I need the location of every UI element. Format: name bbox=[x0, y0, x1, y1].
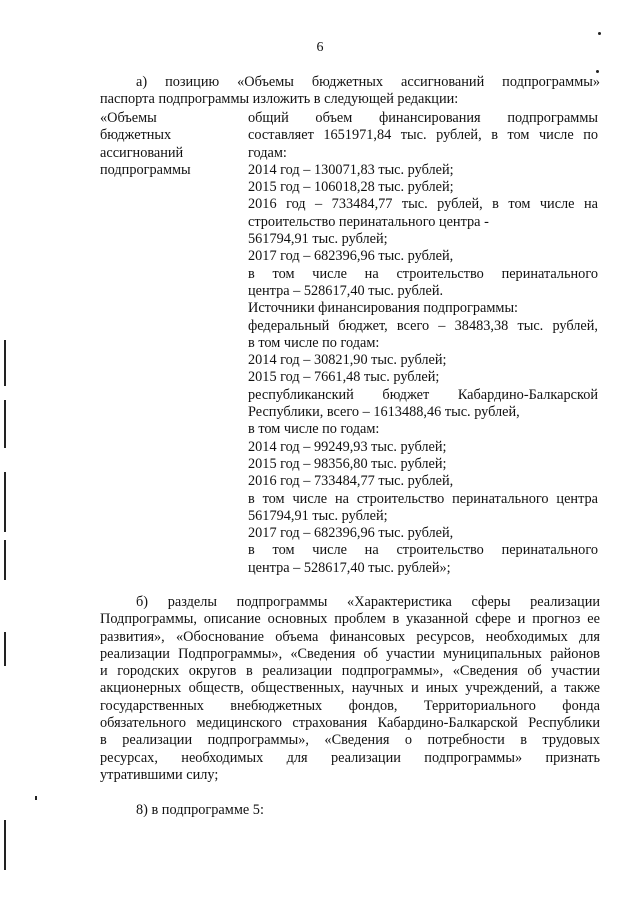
paragraph-line: акционерных обществ, общественных, научных и иных учреждений, а также bbox=[100, 680, 600, 697]
scan-margin-mark bbox=[4, 540, 6, 580]
page-number: 6 bbox=[316, 40, 324, 55]
value-line: общий объем финансирования подпрограммы bbox=[248, 110, 598, 126]
value-line: Источники финансирования подпрограммы: bbox=[248, 300, 519, 317]
passport-value-column bbox=[248, 110, 598, 577]
value-line: республиканский бюджет Кабардино-Балкарской bbox=[248, 386, 598, 403]
intro-line-1: а) позицию «Объемы бюджетных ассигнований подпрограммы» bbox=[136, 74, 600, 90]
value-line: 2014 год – 99249,93 тыс. рублей; bbox=[248, 438, 447, 455]
value-line: в том числе по годам: bbox=[248, 421, 380, 438]
intro-line-2: паспорта подпрограммы изложить в следующей редакции: bbox=[100, 91, 459, 107]
value-line: составляет 1651971,84 тыс. рублей, в том числе по bbox=[248, 127, 598, 144]
value-line: 2014 год – 130071,83 тыс. рублей; bbox=[248, 161, 454, 178]
paragraph-line: и городских округов в реализации подпрограммы», «Сведения об участии bbox=[100, 663, 600, 680]
scan-margin-mark bbox=[4, 400, 6, 448]
paragraph-line: обязательного медицинского страхования Кабардино-Балкарской Республики bbox=[100, 715, 600, 732]
value-line: 2017 год – 682396,96 тыс. рублей, bbox=[248, 248, 454, 265]
paragraph-line: ресурсах, необходимых для реализации подпрограммы» признать bbox=[100, 749, 600, 766]
value-line: 2016 год – 733484,77 тыс. рублей, bbox=[248, 473, 454, 490]
value-line: центра – 528617,40 тыс. рублей. bbox=[248, 282, 444, 299]
label-line: бюджетных bbox=[100, 127, 172, 144]
scan-margin-mark bbox=[4, 472, 6, 532]
scan-margin-mark bbox=[4, 340, 6, 386]
value-line: 2017 год – 682396,96 тыс. рублей, bbox=[248, 525, 454, 542]
value-line: федеральный бюджет, всего – 38483,38 тыс. рублей, bbox=[248, 317, 598, 334]
scan-speck bbox=[596, 70, 599, 73]
scan-margin-mark bbox=[4, 820, 6, 870]
value-line: 561794,91 тыс. рублей; bbox=[248, 231, 388, 248]
paragraph-8: 8) в подпрограмме 5: bbox=[136, 802, 264, 818]
label-line: подпрограммы bbox=[100, 161, 191, 178]
value-line: 2015 год – 106018,28 тыс. рублей; bbox=[248, 179, 454, 196]
label-line: ассигнований bbox=[100, 144, 184, 161]
paragraph-line: государственных внебюджетных фондов, Территориального фонда bbox=[100, 697, 600, 714]
value-line: в том числе на строительство перинатального bbox=[248, 265, 598, 282]
paragraph-b bbox=[100, 594, 600, 784]
paragraph-line: в реализации подпрограммы», «Сведения о потребности в трудовых bbox=[100, 732, 600, 749]
label-line: «Объемы bbox=[100, 110, 157, 126]
value-line: Республики, всего – 1613488,46 тыс. рублей, bbox=[248, 404, 520, 421]
value-line: центра – 528617,40 тыс. рублей»; bbox=[248, 559, 451, 576]
paragraph-line: утратившими силу; bbox=[100, 766, 219, 783]
value-line: строительство перинатального центра - bbox=[248, 213, 489, 230]
paragraph-line: реализации Подпрограммы», «Сведения об участии муниципальных районов bbox=[100, 645, 600, 662]
value-line: в том числе на строительство перинатального центра bbox=[248, 490, 598, 507]
scan-margin-mark bbox=[4, 632, 6, 666]
value-line: 561794,91 тыс. рублей; bbox=[248, 507, 388, 524]
paragraph-line: развития», «Обоснование объема финансовых ресурсов, необходимых для bbox=[100, 628, 600, 645]
value-line: 2015 год – 98356,80 тыс. рублей; bbox=[248, 455, 447, 472]
scan-speck bbox=[35, 796, 37, 800]
value-line: 2015 год – 7661,48 тыс. рублей; bbox=[248, 369, 440, 386]
value-line: 2016 год – 733484,77 тыс. рублей, в том числе на bbox=[248, 196, 598, 213]
value-line: в том числе на строительство перинатального bbox=[248, 542, 598, 559]
value-line: 2014 год – 30821,90 тыс. рублей; bbox=[248, 352, 447, 369]
value-line: годам: bbox=[248, 144, 287, 161]
paragraph-line: б) разделы подпрограммы «Характеристика сферы реализации bbox=[136, 594, 600, 610]
paragraph-line: Подпрограммы, описание основных проблем в указанной сфере и прогноз ее bbox=[100, 611, 600, 628]
scan-speck bbox=[598, 32, 601, 35]
value-line: в том числе по годам: bbox=[248, 334, 380, 351]
passport-label-column bbox=[100, 110, 240, 179]
